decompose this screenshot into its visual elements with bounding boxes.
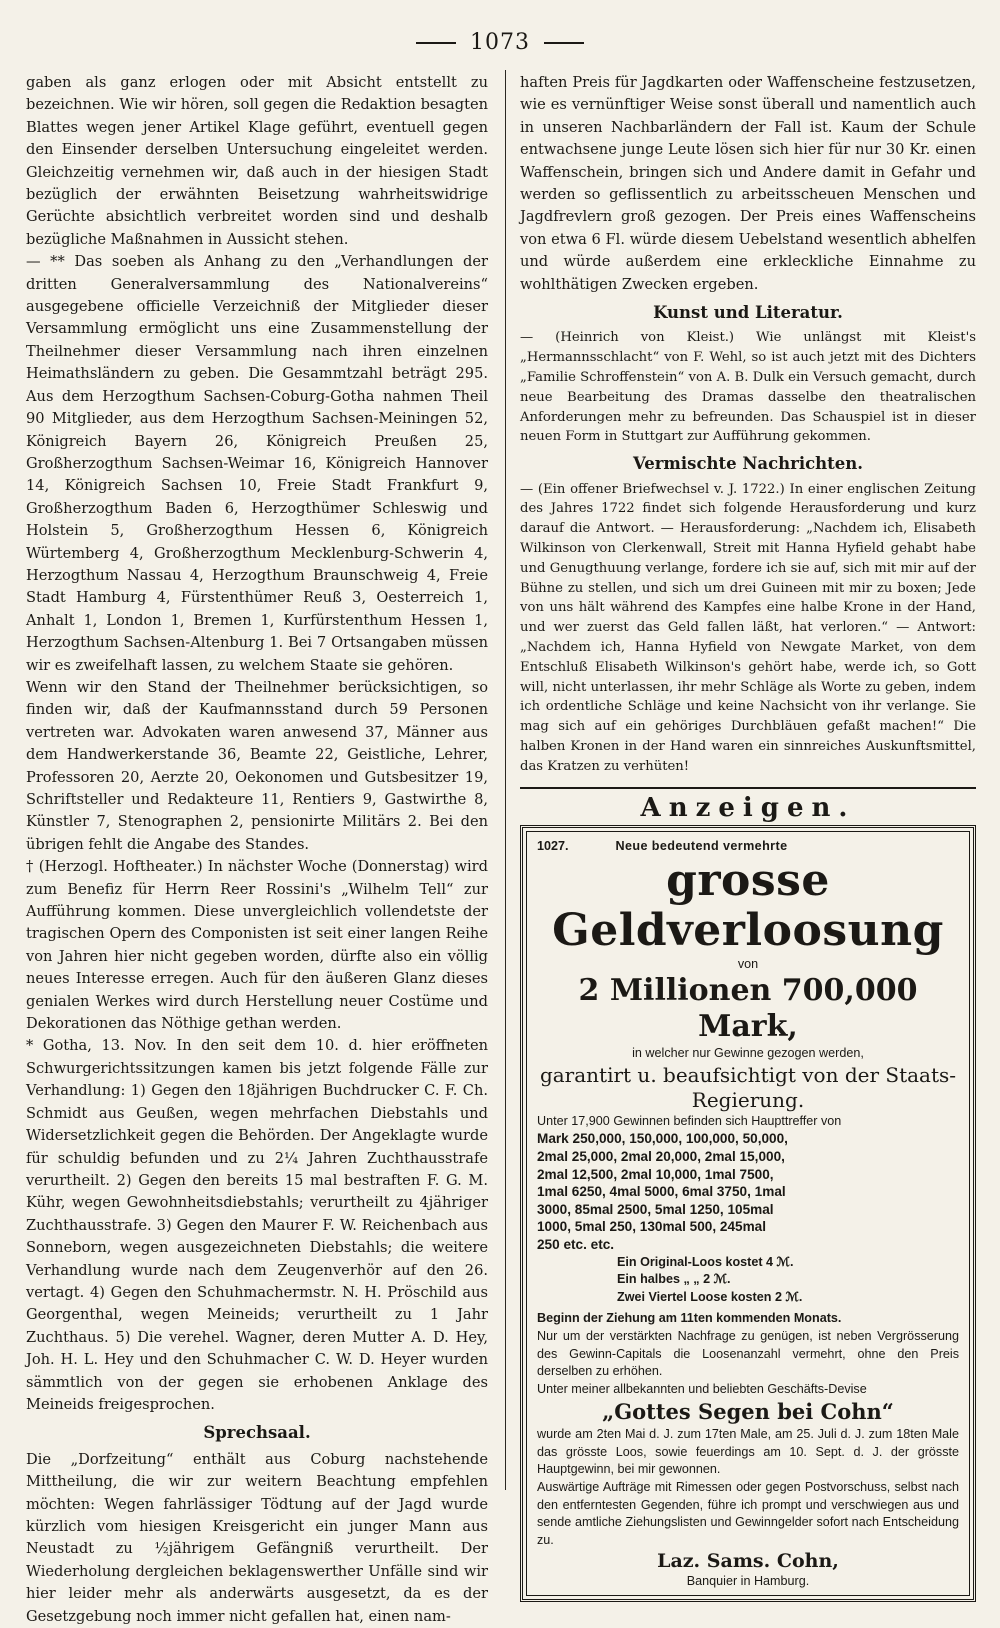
ad-prize: 1000, 5mal 250, 130mal 500, 245mal bbox=[537, 1219, 767, 1235]
article-paragraph: gaben als ganz erlogen oder mit Absicht entstellt zu bezeichnen. Wie wir hören, soll gegen die Redaktion besagten Blattes wegen jener Artikel Klage geführt, eventuell gegen den Einsender derselben Untersuchung eingeleitet werden. Gleichzeitig vernehmen wir, daß auch in der hiesigen Stadt bezüglich der erwähnten Beisetzung wahrheitswidrige Gerüchte absichtlich verbreitet worden sind und deshalb bezügliche Maßnahmen in Aussicht stehen. bbox=[26, 74, 488, 248]
ad-title: grosse Geldverloosung bbox=[552, 854, 944, 956]
ad-prize: 250 etc. etc. bbox=[537, 1236, 615, 1252]
section-heading-sprechsaal: Sprechsaal. bbox=[203, 1423, 311, 1443]
ad-subline: in welcher nur Gewinne gezogen werden, bbox=[632, 1046, 864, 1061]
ad-price: Ein Original-Loos kostet 4 ℳ. bbox=[617, 1254, 794, 1269]
article-paragraph: * Gotha, 13. Nov. In den seit dem 10. d. hier eröffneten Schwurgerichtssitzungen kamen bis jetzt folgende Fälle zur Verhandlung: 1) Gegen den 18jährigen Buchdrucker C. F. Ch. Schmidt aus Geußen, wegen mehrfachen Diebstahls und Widersetzlichkeit gegen die Behörden. Der Angeklagte wurde für schuldig befunden und zu 2¼ Jahren Zuchthausstrafe verurtheilt. 2) Gegen den bereits 15 mal bestraften F. G. M. Kühr, wegen Gewohnheitsdiebstahls; verurtheilt zu 4jähriger Zuchthausstrafe. 3) Gegen den Maurer F. W. Reichenbach aus Sonneborn, wegen ausgezeichneten Diebstahls; die weitere Verhandlung wurde nach dem Zeugenverhör auf den 26. vertagt. 4) Gegen den Schuhmachermstr. N. H. Pröschild aus Georgenthal, wegen Meineids; verurtheilt zu 1 Jahr Zuchthaus. 5) Die verehel. Wagner, deren Mutter A. D. Hey, Joh. H. L. Hey und den Schuhmacher C. W. D. Heyer wurden sämmtlich von der gegen sie erhobenen Anklage des Meineids freigesprochen. bbox=[26, 1037, 488, 1413]
ad-headline: Neue bedeutend vermehrte bbox=[615, 839, 788, 854]
ad-amount: 2 Millionen 700,000 Mark, bbox=[578, 973, 918, 1045]
right-column bbox=[520, 72, 976, 1602]
ad-prize: 3000, 85mal 2500, 5mal 1250, 105mal bbox=[537, 1201, 774, 1217]
article-paragraph: — (Heinrich von Kleist.) Wie unlängst mit Kleist's „Hermannsschlacht“ von F. Wehl, so ist auch jetzt mit des Dichters „Familie Schroffenstein“ von A. B. Dulk ein Versuch gemacht, durch neue Bearbeitung des Dramas dasselbe den theatralischen Anforderungen mehr zu befreunden. Das Schauspiel ist in dieser neuen Form in Stuttgart zur Aufführung gekommen. bbox=[520, 330, 976, 445]
lottery-advertisement bbox=[520, 825, 976, 1602]
section-rule bbox=[520, 787, 976, 789]
article-paragraph: Wenn wir den Stand der Theilnehmer berücksichtigen, so finden wir, daß der Kaufmannsstand durch 59 Personen vertreten war. Advokaten waren anwesend 37, Männer aus dem Handwerkerstande 36, Beamte 22, Geistliche, Lehrer, Professoren 20, Aerzte 20, Oekonomen und Gutsbesitzer 19, Schriftsteller und Redakteure 11, Rentiers 9, Gastwirthe 8, Künstler 7, Stenographen 2, pensionirte Militärs 2. Bei den übrigen fehlt die Angabe des Standes. bbox=[26, 678, 488, 853]
ad-body: Nur um der verstärkten Nachfrage zu genügen, ist neben Vergrösserung des Gewinn-Capitals die Loosenanzahl vermehrt, ohne den Preis derselben zu erhöhen. bbox=[537, 1328, 959, 1379]
ad-price: Ein halbes „ „ 2 ℳ. bbox=[617, 1272, 731, 1287]
section-heading-vermischte: Vermischte Nachrichten. bbox=[632, 454, 864, 474]
ad-beginn: Beginn der Ziehung am 11ten kommenden Monats. bbox=[537, 1311, 842, 1326]
ad-unter: Unter 17,900 Gewinnen befinden sich Haupttreffer von bbox=[537, 1113, 842, 1128]
section-heading-kunst: Kunst und Literatur. bbox=[653, 303, 843, 323]
article-paragraph: — (Ein offener Briefwechsel v. J. 1722.) In einer englischen Zeitung des Jahres 1722 findet sich folgende Herausforderung und kurz darauf die Antwort. — Herausforderung: „Nachdem ich, Elisabeth Wilkinson von Clerkenwall, Streit mit Hanna Hyfield gehabt habe und Genugthuung verlange, fordere ich sie auf, sich mit mir auf der Bühne zu stellen, und sich um drei Guineen mit mir zu boxen; Jede von uns hält während des Kampfes eine halbe Krone in der Hand, und wer zuerst das Geld fallen läßt, hat verloren.“ — Antwort: „Nachdem ich, Hanna Hyfield von Newgate Market, von dem Entschluß Elisabeth Wilkinson's gehört habe, werde ich, so Gott will, nicht unterlassen, ihr mehr Schläge als Worte zu geben, indem ich ordentliche Schläge und keine Nachsicht von ihr verlange. Sie mag sich auf ein gehöriges Durchbläuen gefaßt machen!“ Die halben Kronen in der Hand waren ein sinnreiches Auskunftsmittel, das Kratzen zu verhüten! bbox=[520, 481, 976, 774]
ad-number: 1027. bbox=[537, 839, 569, 854]
article-paragraph: haften Preis für Jagdkarten oder Waffenscheine festzusetzen, wie es vernünftiger Weise sonst überall und namentlich auch in unseren Nachbarländern der Fall ist. Kaum der Schule entwachsene junge Leute lösen sich hier für nur 30 Kr. einen Waffenschein, bringen sich und Andere damit in Gefahr und werden so geflissentlich zu arbeitsscheuen Menschen und Jagdfrevlern groß gezogen. Der Preis eines Waffenscheins von etwa 6 Fl. würde diesem Uebelstand wesentlich abhelfen und würde außerdem eine erkleckliche Einnahme zu wohlthätigen Zwecken ergeben. bbox=[520, 74, 976, 293]
ad-header bbox=[537, 838, 959, 856]
ad-price: Zwei Viertel Loose kosten 2 ℳ. bbox=[617, 1289, 803, 1304]
ad-body: Unter meiner allbekannten und beliebten Geschäfts-Devise bbox=[537, 1381, 867, 1396]
ad-von: von bbox=[737, 956, 759, 971]
article-paragraph: † (Herzogl. Hoftheater.) In nächster Woche (Donnerstag) wird zum Benefiz für Herrn Reer Rossini's „Wilhelm Tell“ zur Aufführung kommen. Diese unvergleichlich vollendetste der tragischen Opern des Componisten ist seit einer langen Reihe von Jahren hier nicht gegeben worden, dürfte also ein völlig neues Interesse erregen. Auch für den äußeren Glanz dieses genialen Werkes wird durch Herstellung neuer Costüme und Dekorationen das Nöthige gethan werden. bbox=[26, 858, 488, 1033]
ad-prize: 2mal 12,500, 2mal 10,000, 1mal 7500, bbox=[537, 1166, 774, 1182]
ad-prize: 1mal 6250, 4mal 5000, 6mal 3750, 1mal bbox=[537, 1184, 786, 1200]
left-column bbox=[26, 72, 488, 1628]
section-heading-anzeigen: Anzeigen. bbox=[640, 792, 856, 823]
ad-motto: „Gottes Segen bei Cohn“ bbox=[602, 1399, 894, 1425]
ad-prize: Mark 250,000, 150,000, 100,000, 50,000, bbox=[537, 1131, 788, 1147]
column-divider bbox=[505, 70, 506, 1490]
ad-signature: Laz. Sams. Cohn, bbox=[657, 1550, 839, 1573]
ad-guarantee: garantirt u. beaufsichtigt von der Staats-Regierung. bbox=[539, 1062, 957, 1112]
article-paragraph: Die „Dorfzeitung“ enthält aus Coburg nachstehende Mittheilung, die wir zur weitern Beachtung empfehlen möchten: Wegen fahrlässiger Tödtung auf der Jagd wurde kürzlich vom hiesigen Kreisgericht ein junger Mann aus Neustadt zu ½jährigem Gefängniß verurtheilt. Der Wiederholung dergleichen beklagenswerther Unfälle sind wir hier leider mehr als anderwärts ausgesetzt, da es der Gesetzgebung noch immer nicht gefallen hat, einen nam- bbox=[26, 1450, 488, 1625]
page-number: 1073 bbox=[0, 30, 1000, 55]
ad-body: wurde am 2ten Mai d. J. zum 17ten Male, am 25. Juli d. J. zum 18ten Male das grösste Loos, sowie feuerdings am 10. Sept. d. J. der grösste Hauptgewinn, bei mir gewonnen. bbox=[537, 1427, 959, 1477]
ad-signature-sub: Banquier in Hamburg. bbox=[686, 1574, 810, 1589]
ad-prize: 2mal 25,000, 2mal 20,000, 2mal 15,000, bbox=[537, 1148, 785, 1164]
ad-body: Auswärtige Aufträge mit Rimessen oder gegen Postvorschuss, selbst nach den entferntesten Gegenden, führe ich prompt und verschwiegen aus und sende amtliche Ziehungslisten und Gewinngelder sofort nach Entscheidung zu. bbox=[537, 1480, 959, 1547]
article-paragraph: — ** Das soeben als Anhang zu den „Verhandlungen der dritten Generalversammlung des Nationalvereins“ ausgegebene officielle Verzeichniß der Mitglieder dieser Versammlung ermöglicht uns eine Zusammenstellung der Theilnehmer dieser Versammlung nach ihren einzelnen Heimathsländern zu geben. Die Gesammtzahl beträgt 295. Aus dem Herzogthum Sachsen-Coburg-Gotha nahmen Theil 90 Mitglieder, aus dem Herzogthum Sachsen-Meiningen 52, Königreich Bayern 26, Königreich Preußen 25, Großherzogthum Sachsen-Weimar 16, Königreich Hannover 14, Königreich Sachsen 10, Freie Stadt Frankfurt 9, Großherzogthum Baden 6, Herzogthümer Schleswig und Holstein 5, Großherzogthum Hessen 6, Königreich Würtemberg 4, Großherzogthum Mecklenburg-Schwerin 4, Herzogthum Nassau 4, Herzogthum Braunschweig 4, Freie Stadt Hamburg 4, Fürstenthümer Reuß 3, Oesterreich 1, Anhalt 1, London 1, Bremen 1, Kurfürstenthum Hessen 1, Herzogthum Sachsen-Altenburg 1. Bei 7 Ortsangaben müssen wir es zweifelhaft lassen, zu welchem Staate sie gehören. bbox=[26, 253, 488, 674]
